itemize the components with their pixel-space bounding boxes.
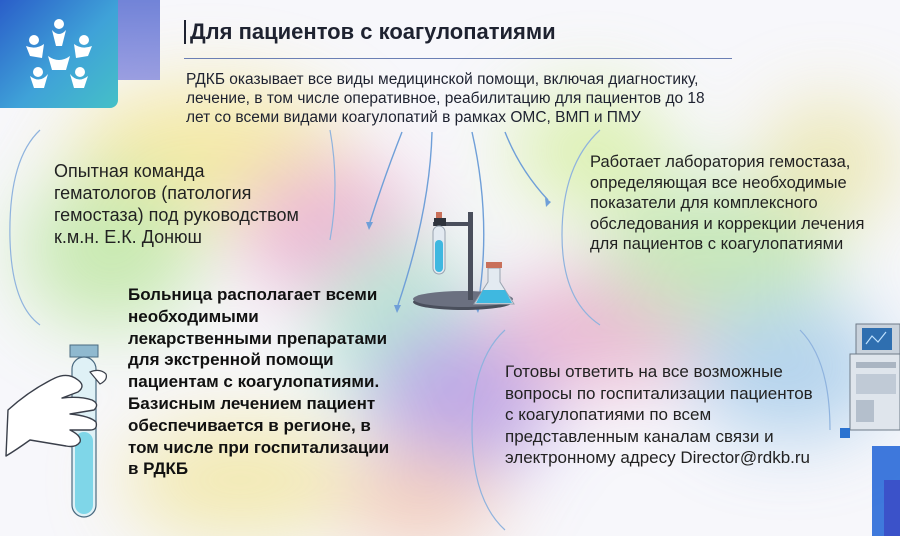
team-text: Опытная команда гематологов (патология гемостаза) под руководством к.м.н. Е.К. Донюш: [54, 161, 299, 247]
children-circle-logo-icon: [14, 10, 104, 96]
drugs-text: Больница располагает всеми необходимыми лекарственными препаратами для экстренной помощи пациентам с коагулопатиями. Базисным лечением пациент обеспечивается в регионе, в том числе при госпитализации в РДКБ: [128, 285, 390, 479]
lab-text: Работает лаборатория гемостаза, определяющая все необходимые показатели для комплексного обследования и коррекции лечения для пациентов с коагулопатиями: [590, 153, 865, 253]
contacts-text: Готовы ответить на все возможные вопросы по госпитализации пациентов с коагулопатиями по всем представленным каналам связи и электронному адресу Director@rdkb.ru: [505, 362, 813, 468]
page-title: Для пациентов с коагулопатиями: [184, 20, 556, 44]
intro-paragraph: РДКБ оказывает все виды медицинской помощи, включая диагностику, лечение, в том числе оперативное, реабилитацию для пациентов до 18 лет со всеми видами коагулопатий в рамках ОМС, ВМП и ПМУ: [186, 71, 705, 126]
title-underline: [184, 58, 732, 59]
logo-block: [0, 0, 118, 108]
